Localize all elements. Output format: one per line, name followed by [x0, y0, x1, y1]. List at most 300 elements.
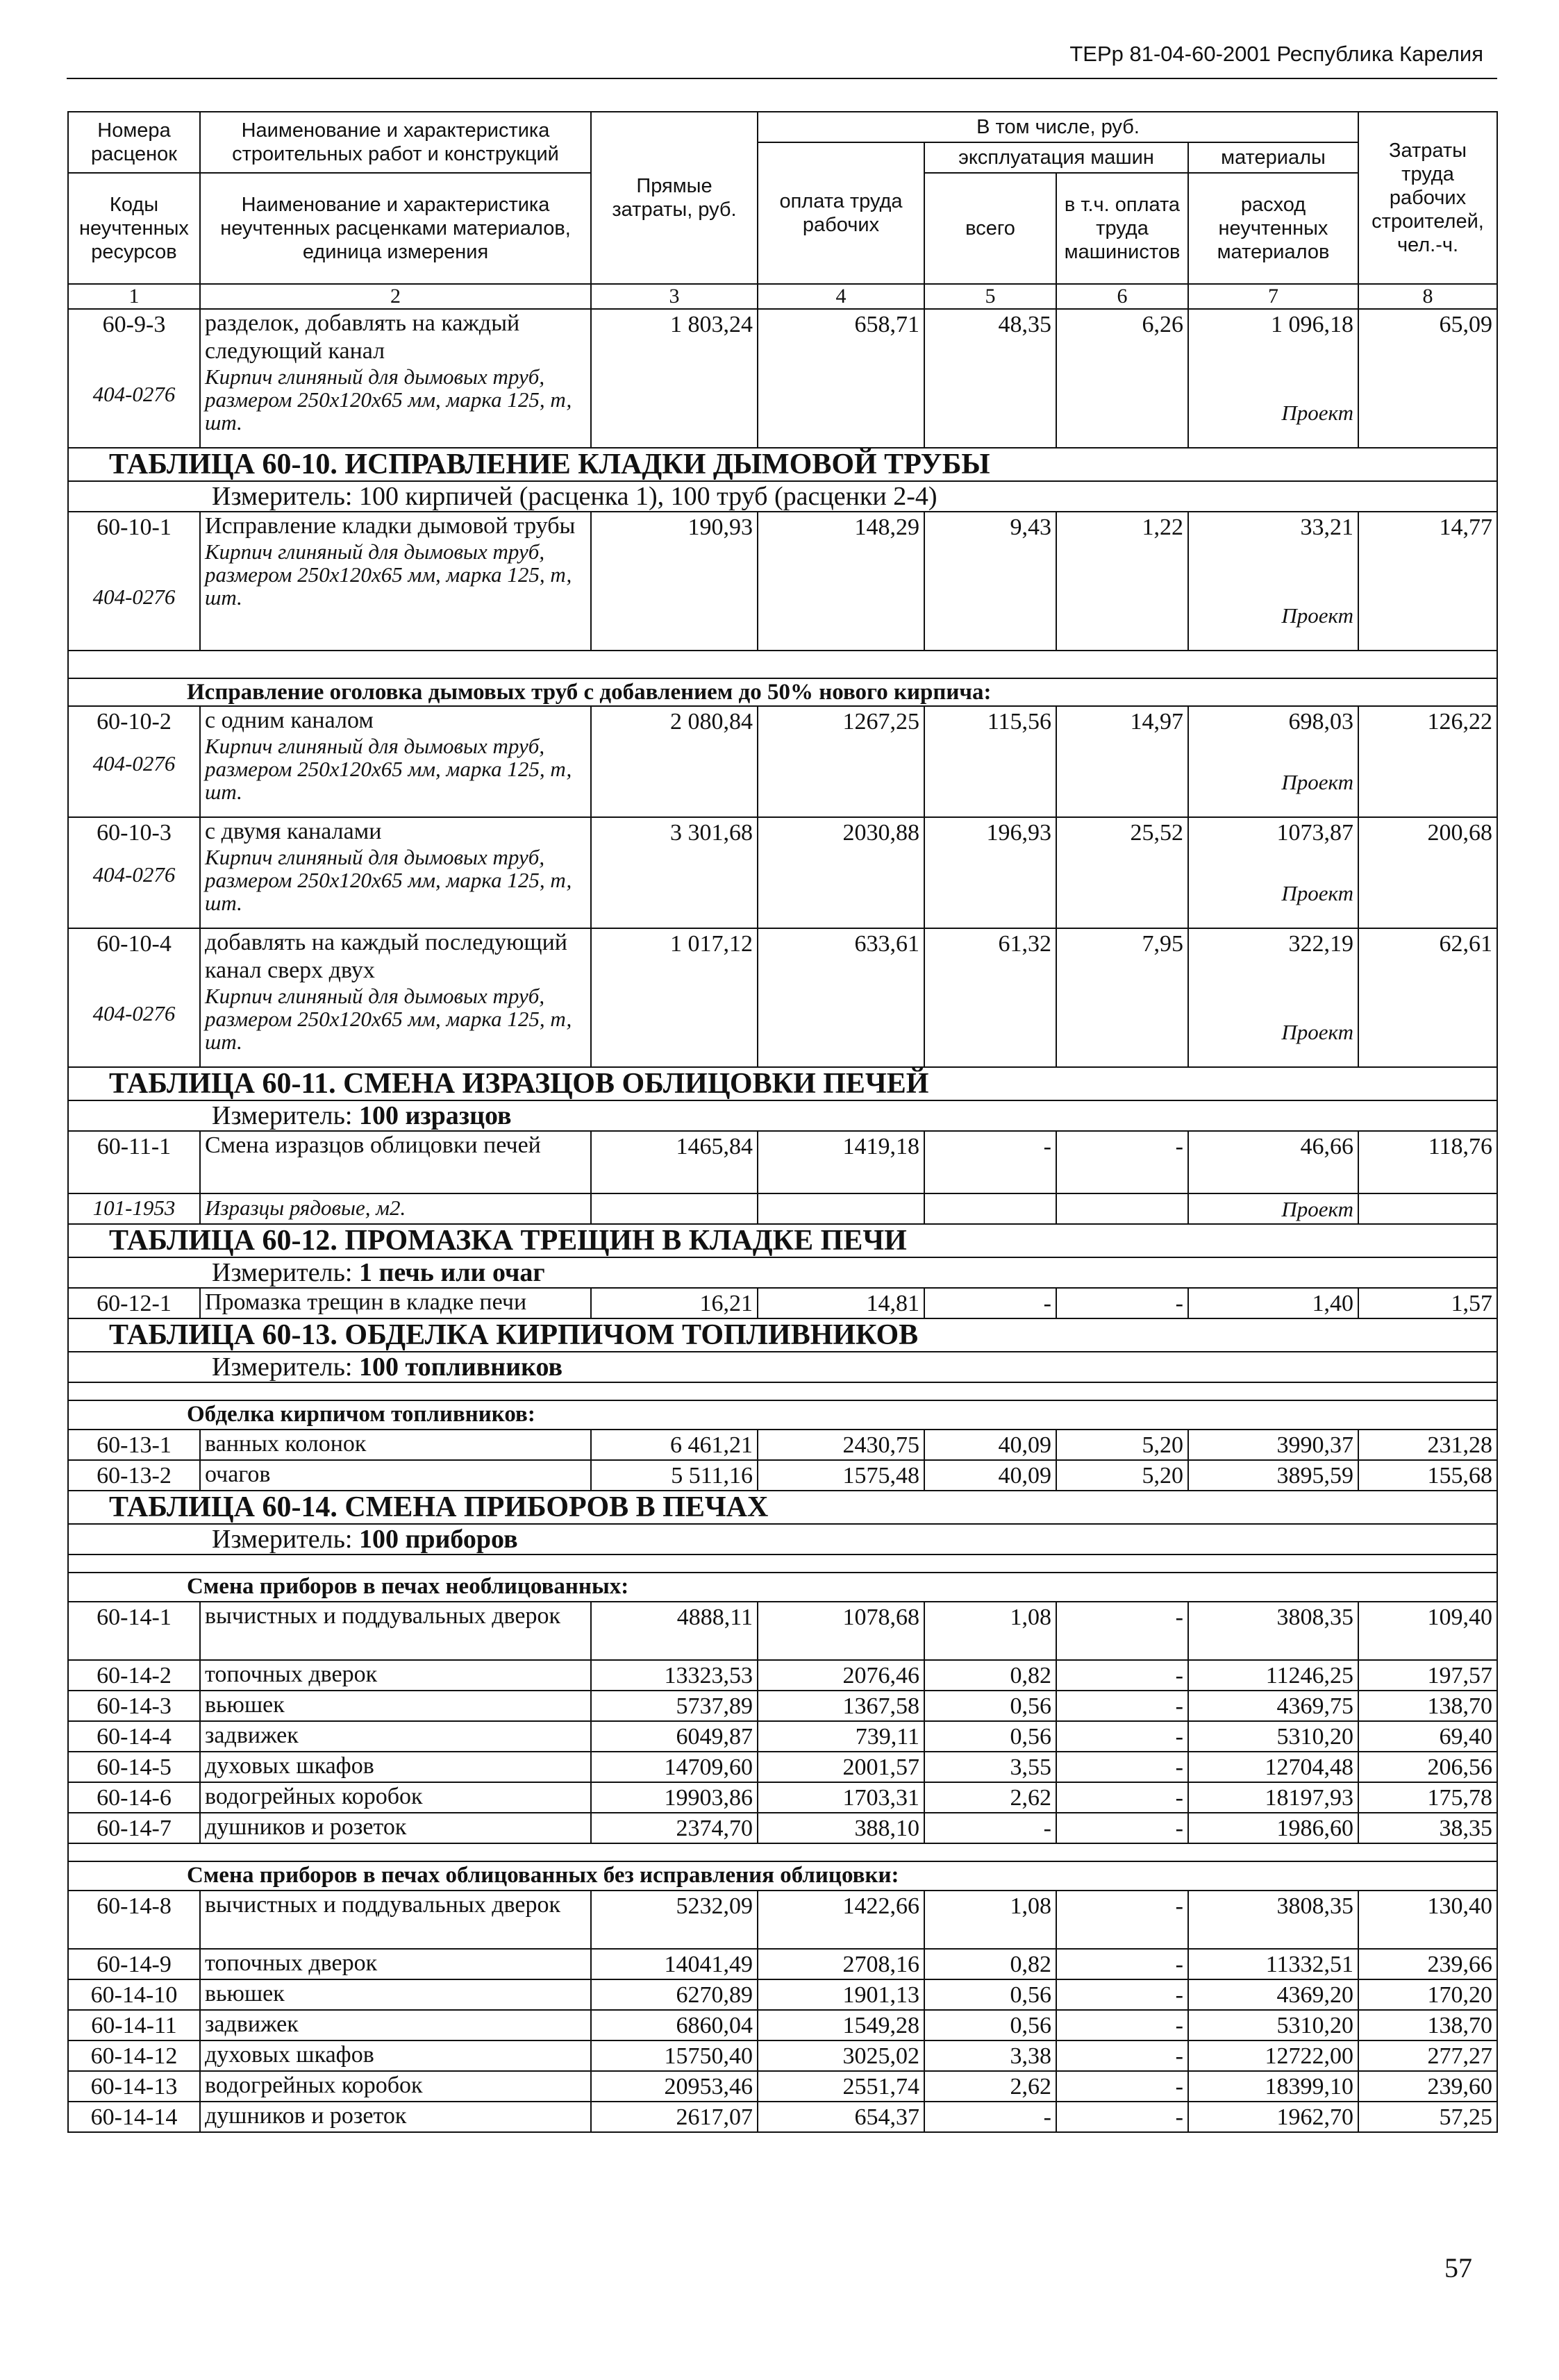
rate-value: 2617,07	[591, 2102, 758, 2132]
rate-value-text: 62,61	[1439, 931, 1492, 957]
col4-title: оплата труда рабочих	[758, 142, 924, 284]
spacer-text	[68, 1554, 1497, 1573]
rate-value	[1056, 817, 1188, 928]
material-code: 101-1953	[68, 1193, 200, 1224]
col6-title: в т.ч. оплата труда машинистов	[1056, 173, 1188, 284]
table-row	[68, 1949, 1497, 1979]
rate-value	[1358, 512, 1497, 651]
rate-value: 1549,28	[758, 2010, 924, 2040]
project-label: Проект	[1281, 603, 1353, 628]
subsection-title	[68, 1400, 1497, 1430]
subsection-title-text: Обделка кирпичом топливников:	[68, 1400, 1497, 1430]
rate-value: 5 511,16	[591, 1460, 758, 1491]
rate-value: 138,70	[1358, 1691, 1497, 1721]
rate-value-text: 200,68	[1427, 820, 1492, 846]
rate-value: 3,55	[924, 1752, 1056, 1782]
rate-name-text: добавлять на каждый последующий канал сверх двух	[205, 930, 567, 983]
rate-value: -	[1056, 1721, 1188, 1752]
table-meter-text	[68, 1100, 1497, 1131]
rate-name: душников и розеток	[200, 1813, 591, 1843]
rate-value: 46,66	[1188, 1131, 1358, 1193]
rate-value-text: 633,61	[854, 931, 919, 957]
rate-code: 60-14-9	[68, 1949, 200, 1979]
rate-value: 14041,49	[591, 1949, 758, 1979]
table-meter-text	[68, 1352, 1497, 1382]
rate-value: 13323,53	[591, 1660, 758, 1691]
subsection-title	[68, 1573, 1497, 1602]
rate-value: 1,08	[924, 1602, 1056, 1660]
material-name: Кирпич глиняный для дымовых труб, размером 250х120х65 мм, марка 125, т, шт.	[205, 734, 572, 804]
rate-code: 60-14-1	[68, 1602, 200, 1660]
table-meter	[68, 481, 1497, 512]
rate-name: топочных дверок	[200, 1949, 591, 1979]
rate-value: 1419,18	[758, 1131, 924, 1193]
col8-title: Затраты труда рабочих строителей, чел.-ч.	[1358, 112, 1497, 284]
rate-value: 69,40	[1358, 1721, 1497, 1752]
rate-name	[200, 309, 591, 448]
rate-value: 1465,84	[591, 1131, 758, 1193]
rate-value: 0,82	[924, 1949, 1056, 1979]
meter-unit: 100 приборов	[359, 1525, 518, 1554]
rate-code-value: 60-9-3	[102, 312, 166, 337]
material-name: Кирпич глиняный для дымовых труб, размером 250х120х65 мм, марка 125, т, шт.	[205, 984, 572, 1054]
rate-value	[924, 817, 1056, 928]
rate-value: 197,57	[1358, 1660, 1497, 1691]
rate-value: 155,68	[1358, 1460, 1497, 1491]
rate-name	[200, 706, 591, 817]
rate-value: 6 461,21	[591, 1430, 758, 1460]
col2b-title: Наименование и характеристика неучтенных расценками материалов, единица измерения	[200, 173, 591, 284]
rate-value	[1358, 817, 1497, 928]
rate-value: -	[1056, 1891, 1188, 1949]
rate-value: 3025,02	[758, 2040, 924, 2071]
document-header: ТЕРр 81-04-60-2001 Республика Карелия	[1069, 42, 1483, 66]
rate-value-text: 14,97	[1130, 709, 1183, 735]
rate-name: духовых шкафов	[200, 1752, 591, 1782]
rate-value	[1188, 706, 1358, 817]
rate-value: -	[924, 1131, 1056, 1193]
rate-code	[68, 512, 200, 651]
col5-title: всего	[924, 173, 1056, 284]
rate-value: 1,08	[924, 1891, 1056, 1949]
material-name: Изразцы рядовые, м2.	[200, 1193, 591, 1224]
table-row	[68, 1752, 1497, 1782]
rate-value: 0,56	[924, 2010, 1056, 2040]
rate-value	[591, 706, 758, 817]
rate-code: 60-12-1	[68, 1288, 200, 1318]
rate-value	[758, 817, 924, 928]
rate-value: 277,27	[1358, 2040, 1497, 2071]
rate-value-text: 1,22	[1142, 514, 1183, 540]
rate-value-text: 1 017,12	[670, 931, 753, 957]
rate-value: -	[1056, 2040, 1188, 2071]
rate-code: 60-14-13	[68, 2071, 200, 2102]
rate-value: -	[924, 2102, 1056, 2132]
rate-value: 231,28	[1358, 1430, 1497, 1460]
table-meter-text: Измеритель: 100 кирпичей (расценка 1), 100 труб (расценки 2-4)	[68, 481, 1497, 512]
table-row	[68, 1891, 1497, 1949]
table-row	[68, 928, 1497, 1067]
table-title	[68, 1224, 1497, 1257]
colnum: 5	[924, 284, 1056, 309]
rate-value: 20953,46	[591, 2071, 758, 2102]
rate-name: задвижек	[200, 1721, 591, 1752]
rate-value: 12722,00	[1188, 2040, 1358, 2071]
rate-name: Смена изразцов облицовки печей	[200, 1131, 591, 1193]
rate-name-text: разделок, добавлять на каждый следующий канал	[205, 310, 520, 364]
table-row	[68, 1131, 1497, 1193]
rate-code: 60-13-1	[68, 1430, 200, 1460]
rate-value: 2001,57	[758, 1752, 924, 1782]
rate-value: 206,56	[1358, 1752, 1497, 1782]
rate-value: 2708,16	[758, 1949, 924, 1979]
rate-code-value: 60-10-2	[97, 709, 172, 735]
spacer	[68, 1843, 1497, 1861]
empty-cell	[591, 1193, 758, 1224]
rate-value: 1962,70	[1188, 2102, 1358, 2132]
rate-value-text: 148,29	[854, 514, 919, 540]
rate-value: -	[1056, 2010, 1188, 2040]
rate-value: -	[1056, 2102, 1188, 2132]
material-code: 404-0276	[92, 1001, 176, 1025]
rate-code: 60-14-12	[68, 2040, 200, 2071]
rate-code: 60-14-2	[68, 1660, 200, 1691]
table-row	[68, 1430, 1497, 1460]
table-row	[68, 706, 1497, 817]
rate-code: 60-14-10	[68, 1979, 200, 2010]
table-title	[68, 1491, 1497, 1524]
rate-value: 654,37	[758, 2102, 924, 2132]
rate-value: -	[924, 1288, 1056, 1318]
table-row	[68, 1660, 1497, 1691]
colnum: 3	[591, 284, 758, 309]
rate-value: 1,57	[1358, 1288, 1497, 1318]
project-label: Проект	[1188, 1193, 1358, 1224]
rate-value: 5310,20	[1188, 1721, 1358, 1752]
rate-value: 6049,87	[591, 1721, 758, 1752]
rate-code	[68, 817, 200, 928]
table-title	[68, 1067, 1497, 1100]
rate-value: 6270,89	[591, 1979, 758, 2010]
rate-value: 175,78	[1358, 1782, 1497, 1813]
rate-code: 60-14-4	[68, 1721, 200, 1752]
subsection-title-text: Смена приборов в печах облицованных без исправления облицовки:	[68, 1861, 1497, 1891]
rate-value	[1358, 309, 1497, 448]
rate-value: 16,21	[591, 1288, 758, 1318]
material-row	[68, 1193, 1497, 1224]
rate-value	[758, 309, 924, 448]
rate-value: 239,66	[1358, 1949, 1497, 1979]
rate-code	[68, 928, 200, 1067]
table-row	[68, 1721, 1497, 1752]
subsection-title-text: Смена приборов в печах необлицованных:	[68, 1573, 1497, 1602]
rate-value: 14,81	[758, 1288, 924, 1318]
rate-value	[1358, 706, 1497, 817]
rate-value-text: 115,56	[987, 709, 1051, 735]
col2-title: Наименование и характеристика строительных работ и конструкций	[200, 112, 591, 173]
spacer-text	[68, 1382, 1497, 1400]
meter-prefix: Измеритель:	[212, 1101, 359, 1130]
rate-name-text: Исправление кладки дымовой трубы	[205, 513, 576, 539]
spacer	[68, 1382, 1497, 1400]
header-rule	[67, 78, 1497, 79]
rate-value: 739,11	[758, 1721, 924, 1752]
table-row	[68, 1979, 1497, 2010]
material-code: 404-0276	[92, 862, 176, 887]
rate-name-text: с двумя каналами	[205, 819, 382, 844]
rate-value: 1986,60	[1188, 1813, 1358, 1843]
rate-value: 5310,20	[1188, 2010, 1358, 2040]
colnum: 7	[1188, 284, 1358, 309]
rate-name	[200, 512, 591, 651]
rate-value	[924, 309, 1056, 448]
project-label: Проект	[1281, 770, 1353, 794]
rate-value: 2430,75	[758, 1430, 924, 1460]
rate-value-text: 14,77	[1439, 514, 1492, 540]
table-row	[68, 817, 1497, 928]
rate-code: 60-14-3	[68, 1691, 200, 1721]
colnum: 2	[200, 284, 591, 309]
table-row	[68, 1782, 1497, 1813]
rate-value: 11332,51	[1188, 1949, 1358, 1979]
rate-value: -	[924, 1813, 1056, 1843]
rate-name: Промазка трещин в кладке печи	[200, 1288, 591, 1318]
rate-value: 3,38	[924, 2040, 1056, 2071]
rate-code: 60-14-11	[68, 2010, 200, 2040]
rate-value: 18197,93	[1188, 1782, 1358, 1813]
rate-value: 0,56	[924, 1691, 1056, 1721]
rate-value: 40,09	[924, 1460, 1056, 1491]
empty-cell	[924, 1193, 1056, 1224]
table-row	[68, 2071, 1497, 2102]
rate-value: 1,40	[1188, 1288, 1358, 1318]
rate-value: 5737,89	[591, 1691, 758, 1721]
rate-value: 109,40	[1358, 1602, 1497, 1660]
rate-value: 0,56	[924, 1979, 1056, 2010]
col3-title: Прямые затраты, руб.	[591, 112, 758, 284]
rate-name: задвижек	[200, 2010, 591, 2040]
rate-value: 2076,46	[758, 1660, 924, 1691]
rate-value: 3990,37	[1188, 1430, 1358, 1460]
rate-code	[68, 309, 200, 448]
rate-value: 4369,20	[1188, 1979, 1358, 2010]
rate-value: 239,60	[1358, 2071, 1497, 2102]
rate-value: 5,20	[1056, 1430, 1188, 1460]
rate-code: 60-14-5	[68, 1752, 200, 1782]
rate-value: 1367,58	[758, 1691, 924, 1721]
rate-code: 60-13-2	[68, 1460, 200, 1491]
rate-value-text: 25,52	[1130, 820, 1183, 846]
rate-value: -	[1056, 1602, 1188, 1660]
rate-value	[1056, 309, 1188, 448]
rate-value-text: 1 096,18	[1271, 312, 1353, 337]
rate-value: 118,76	[1358, 1131, 1497, 1193]
rate-value-text: 1267,25	[842, 709, 919, 735]
table-title-text: ТАБЛИЦА 60-10. ИСПРАВЛЕНИЕ КЛАДКИ ДЫМОВОЙ ТРУБЫ	[68, 448, 1497, 481]
table-row	[68, 1288, 1497, 1318]
colnum: 1	[68, 284, 200, 309]
project-label: Проект	[1281, 881, 1353, 905]
incl-title: В том числе, руб.	[758, 112, 1358, 142]
spacer-text	[68, 651, 1497, 678]
rate-value-text: 2030,88	[842, 820, 919, 846]
rate-value: 1422,66	[758, 1891, 924, 1949]
rate-name: вычистных и поддувальных дверок	[200, 1891, 591, 1949]
rate-value-text: 65,09	[1439, 312, 1492, 337]
rate-value: 19903,86	[591, 1782, 758, 1813]
rate-value: -	[1056, 1288, 1188, 1318]
rate-value: -	[1056, 1131, 1188, 1193]
rate-value: 3808,35	[1188, 1891, 1358, 1949]
rate-value	[1188, 817, 1358, 928]
rate-value: 57,25	[1358, 2102, 1497, 2132]
rate-value: 1703,31	[758, 1782, 924, 1813]
rate-value-text: 7,95	[1142, 931, 1183, 957]
rate-value	[591, 817, 758, 928]
table-title-text: ТАБЛИЦА 60-13. ОБДЕЛКА КИРПИЧОМ ТОПЛИВНИКОВ	[68, 1318, 1497, 1352]
rate-value: 0,82	[924, 1660, 1056, 1691]
empty-cell	[1056, 1193, 1188, 1224]
rate-code: 60-14-6	[68, 1782, 200, 1813]
rate-value	[591, 512, 758, 651]
rate-name: вьюшек	[200, 1979, 591, 2010]
material-name: Кирпич глиняный для дымовых труб, размером 250х120х65 мм, марка 125, т, шт.	[205, 845, 572, 915]
rate-value-text: 61,32	[998, 931, 1051, 957]
rate-code	[68, 706, 200, 817]
rate-value: 3895,59	[1188, 1460, 1358, 1491]
rate-name: ванных колонок	[200, 1430, 591, 1460]
material-code: 404-0276	[92, 751, 176, 776]
table-title-text: ТАБЛИЦА 60-14. СМЕНА ПРИБОРОВ В ПЕЧАХ	[68, 1491, 1497, 1524]
rate-value-text: 196,93	[986, 820, 1051, 846]
spacer	[68, 1554, 1497, 1573]
rate-value: -	[1056, 1782, 1188, 1813]
rate-name: топочных дверок	[200, 1660, 591, 1691]
rate-value: 2551,74	[758, 2071, 924, 2102]
project-label: Проект	[1281, 401, 1353, 425]
table-row	[68, 1691, 1497, 1721]
rate-value-text: 2 080,84	[670, 709, 753, 735]
rate-name	[200, 817, 591, 928]
rate-value: 38,35	[1358, 1813, 1497, 1843]
rate-value: 138,70	[1358, 2010, 1497, 2040]
table-row	[68, 512, 1497, 651]
subsection-title-text: Исправление оголовка дымовых труб с добавлением до 50% нового кирпича:	[68, 678, 1497, 706]
rate-value-text: 126,22	[1427, 709, 1492, 735]
table-title	[68, 1318, 1497, 1352]
table-meter-text	[68, 1257, 1497, 1288]
rate-value: 170,20	[1358, 1979, 1497, 2010]
rate-value	[1358, 928, 1497, 1067]
table-row	[68, 2040, 1497, 2071]
rate-value	[1188, 309, 1358, 448]
rate-code: 60-14-14	[68, 2102, 200, 2132]
machines-title: эксплуатация машин	[924, 142, 1188, 173]
rate-value: 15750,40	[591, 2040, 758, 2071]
col1-title: Номера расценок	[68, 112, 200, 173]
rate-value: 12704,48	[1188, 1752, 1358, 1782]
rate-name: вычистных и поддувальных дверок	[200, 1602, 591, 1660]
rate-value: 2374,70	[591, 1813, 758, 1843]
rate-value	[758, 512, 924, 651]
table-title	[68, 448, 1497, 481]
subsection-title	[68, 1861, 1497, 1891]
rate-value: 4369,75	[1188, 1691, 1358, 1721]
material-code: 404-0276	[92, 585, 176, 609]
rate-value	[924, 928, 1056, 1067]
meter-unit: 1 печь или очаг	[359, 1258, 545, 1287]
table-meter	[68, 1100, 1497, 1131]
table-meter	[68, 1524, 1497, 1554]
table-row	[68, 1813, 1497, 1843]
table-row	[68, 2010, 1497, 2040]
table-meter-text	[68, 1524, 1497, 1554]
rate-value-text: 33,21	[1300, 514, 1353, 540]
rate-value: 2,62	[924, 2071, 1056, 2102]
rate-name: водогрейных коробок	[200, 2071, 591, 2102]
colnum: 4	[758, 284, 924, 309]
table-row	[68, 309, 1497, 448]
rate-value	[1056, 706, 1188, 817]
subsection-title	[68, 678, 1497, 706]
rate-value	[1056, 928, 1188, 1067]
empty-cell	[1358, 1193, 1497, 1224]
meter-unit: 100 изразцов	[359, 1101, 512, 1130]
meter-prefix: Измеритель:	[212, 1352, 359, 1382]
rate-name-text: с одним каналом	[205, 707, 374, 733]
material-name: Кирпич глиняный для дымовых труб, размером 250х120х65 мм, марка 125, т, шт.	[205, 364, 572, 435]
rate-value: 1575,48	[758, 1460, 924, 1491]
rate-value-text: 190,93	[687, 514, 753, 540]
rate-value: 5,20	[1056, 1460, 1188, 1491]
rate-name: очагов	[200, 1460, 591, 1491]
rate-value-text: 658,71	[854, 312, 919, 337]
material-name: Кирпич глиняный для дымовых труб, размером 250х120х65 мм, марка 125, т, шт.	[205, 539, 572, 610]
col1b-title: Коды неучтенных ресурсов	[68, 173, 200, 284]
meter-unit: 100 топливников	[359, 1352, 563, 1382]
rate-name: душников и розеток	[200, 2102, 591, 2132]
rate-value: 14709,60	[591, 1752, 758, 1782]
rate-name: вьюшек	[200, 1691, 591, 1721]
table-row	[68, 1460, 1497, 1491]
rate-code: 60-14-7	[68, 1813, 200, 1843]
rate-value-text: 3 301,68	[670, 820, 753, 846]
rate-value-text: 9,43	[1010, 514, 1051, 540]
rate-value	[591, 309, 758, 448]
rate-value: -	[1056, 1752, 1188, 1782]
rate-value: 130,40	[1358, 1891, 1497, 1949]
rate-value-text: 6,26	[1142, 312, 1183, 337]
table-meter	[68, 1257, 1497, 1288]
rate-code-value: 60-10-3	[97, 820, 172, 846]
rate-value-text: 698,03	[1288, 709, 1353, 735]
rate-value: 4888,11	[591, 1602, 758, 1660]
rate-value: 40,09	[924, 1430, 1056, 1460]
table-title-text: ТАБЛИЦА 60-12. ПРОМАЗКА ТРЕЩИН В КЛАДКЕ ПЕЧИ	[68, 1224, 1497, 1257]
rate-value	[1188, 512, 1358, 651]
table-row	[68, 1602, 1497, 1660]
rate-value: -	[1056, 2071, 1188, 2102]
table-meter	[68, 1352, 1497, 1382]
spacer-text	[68, 1843, 1497, 1861]
rate-code: 60-11-1	[68, 1131, 200, 1193]
spacer	[68, 651, 1497, 678]
rate-value: -	[1056, 1691, 1188, 1721]
rate-value: -	[1056, 1660, 1188, 1691]
table-title-text: ТАБЛИЦА 60-11. СМЕНА ИЗРАЗЦОВ ОБЛИЦОВКИ ПЕЧЕЙ	[68, 1067, 1497, 1100]
rate-value	[591, 928, 758, 1067]
rate-value-text: 1 803,24	[670, 312, 753, 337]
